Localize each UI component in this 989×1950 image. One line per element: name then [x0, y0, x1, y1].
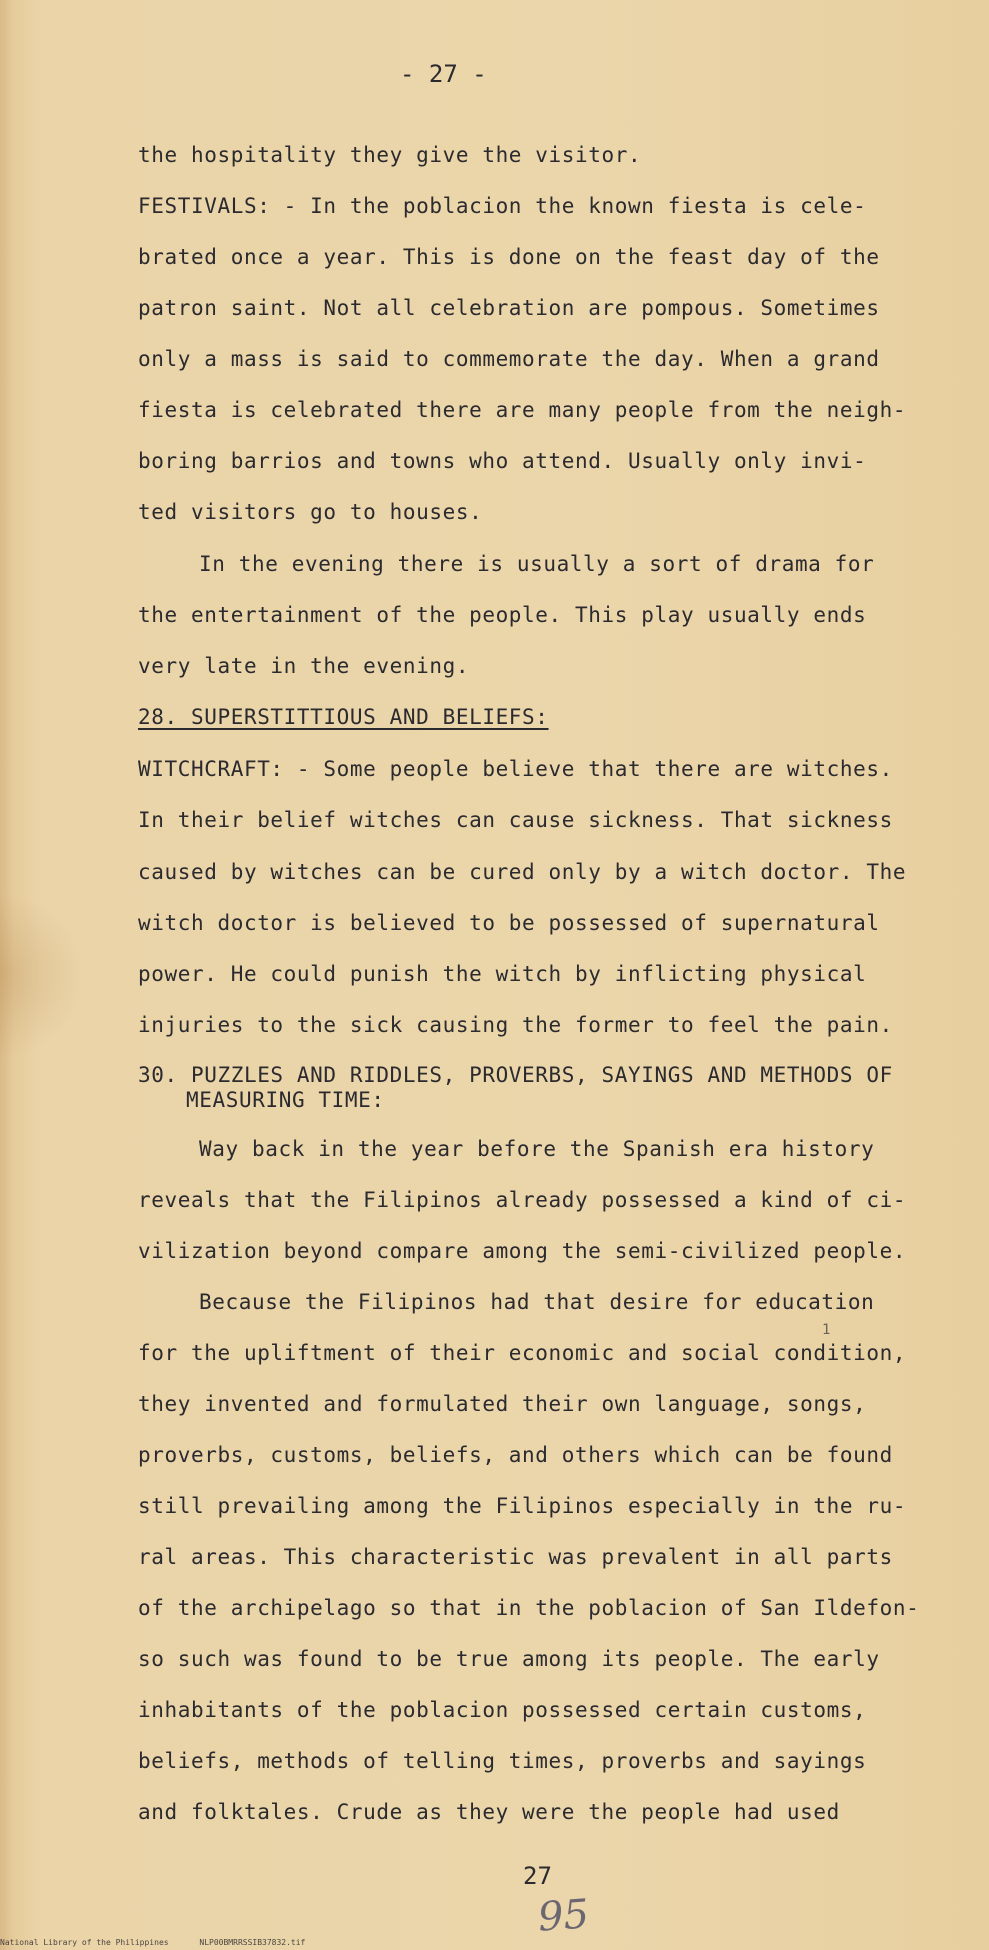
- text-line-22: reveals that the Filipinos already possessed a kind of ci-: [138, 1188, 907, 1212]
- text-line-24: Because the Filipinos had that desire for education: [199, 1290, 875, 1314]
- text-line-2: FESTIVALS: - In the poblacion the known fiesta is cele-: [138, 194, 867, 218]
- text-line-1: the hospitality they give the visitor.: [138, 143, 642, 167]
- text-line-21: Way back in the year before the Spanish era history: [199, 1137, 875, 1161]
- margin-mark: 1: [822, 1322, 831, 1338]
- text-line-14: In their belief witches can cause sickness. That sickness: [138, 808, 893, 832]
- page-number: - 27 -: [400, 60, 487, 88]
- text-line-26: they invented and formulated their own language, songs,: [138, 1392, 867, 1416]
- archive-footer: [0, 1938, 331, 1947]
- text-line-27: proverbs, customs, beliefs, and others which can be found: [138, 1443, 893, 1467]
- file-name: NLP00BMRRSSIB37832.tif: [199, 1938, 306, 1947]
- text-line-4: patron saint. Not all celebration are pompous. Sometimes: [138, 296, 880, 320]
- text-line-33: beliefs, methods of telling times, proverbs and sayings: [138, 1749, 867, 1773]
- text-line-5: only a mass is said to commemorate the day. When a grand: [138, 347, 880, 371]
- bottom-page-number: 27: [523, 1862, 552, 1890]
- text-line-31: so such was found to be true among its people. The early: [138, 1647, 880, 1671]
- section-heading-30-cont: MEASURING TIME:: [186, 1088, 385, 1112]
- text-line-18: injuries to the sick causing the former to feel the pain.: [138, 1013, 893, 1037]
- section-heading-30: 30. PUZZLES AND RIDDLES, PROVERBS, SAYINGS AND METHODS OF: [138, 1063, 893, 1087]
- text-line-30: of the archipelago so that in the poblacion of San Ildefon-: [138, 1596, 920, 1620]
- text-line-8: ted visitors go to houses.: [138, 500, 483, 524]
- text-line-10: the entertainment of the people. This play usually ends: [138, 603, 867, 627]
- text-line-29: ral areas. This characteristic was prevalent in all parts: [138, 1545, 893, 1569]
- text-line-15: caused by witches can be cured only by a witch doctor. The: [138, 860, 907, 884]
- text-line-32: inhabitants of the poblacion possessed certain customs,: [138, 1698, 867, 1722]
- text-line-9: In the evening there is usually a sort of drama for: [199, 552, 875, 576]
- text-line-7: boring barrios and towns who attend. Usually only invi-: [138, 449, 867, 473]
- section-heading-28: 28. SUPERSTITTIOUS AND BELIEFS:: [138, 705, 549, 729]
- text-line-28: still prevailing among the Filipinos especially in the ru-: [138, 1494, 907, 1518]
- library-name: National Library of the Philippines: [0, 1938, 169, 1947]
- text-line-25: for the upliftment of their economic and social condition,: [138, 1341, 907, 1365]
- text-line-23: vilization beyond compare among the semi-civilized people.: [138, 1239, 907, 1263]
- handwritten-number: 95: [536, 1891, 591, 1941]
- text-line-3: brated once a year. This is done on the feast day of the: [138, 245, 880, 269]
- text-line-6: fiesta is celebrated there are many people from the neigh-: [138, 398, 907, 422]
- text-line-34: and folktales. Crude as they were the people had used: [138, 1800, 840, 1824]
- text-line-13: WITCHCRAFT: - Some people believe that there are witches.: [138, 757, 893, 781]
- text-line-11: very late in the evening.: [138, 654, 470, 678]
- text-line-17: power. He could punish the witch by inflicting physical: [138, 962, 867, 986]
- text-line-16: witch doctor is believed to be possessed of supernatural: [138, 911, 880, 935]
